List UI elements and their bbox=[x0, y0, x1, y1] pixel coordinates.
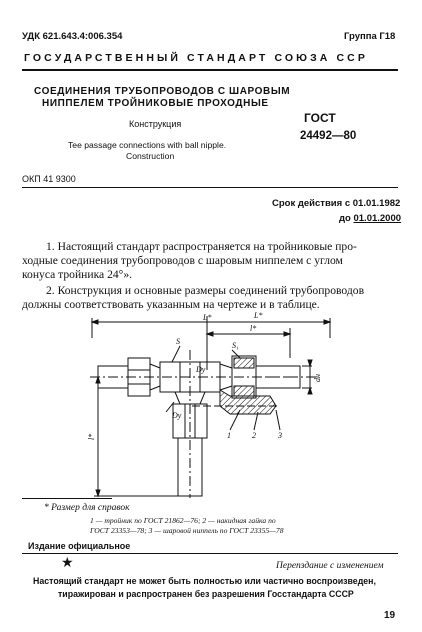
label-Dy-bottom: Dy bbox=[172, 411, 182, 420]
dim-label-l-right: l* bbox=[250, 324, 257, 333]
legend-line-1: 1 — тройник по ГОСТ 21862—76; 2 — накидная гайка по bbox=[90, 516, 276, 525]
validity-to-date: 01.01.2000 bbox=[353, 213, 402, 224]
validity-from-date: 01.01.1982 bbox=[352, 198, 401, 209]
udc-code: УДК 621.643.4:006.354 bbox=[22, 31, 123, 42]
title-ru-line2: НИППЕЛЕМ ТРОЙНИКОВЫЕ ПРОХОДНЫЕ bbox=[42, 98, 269, 109]
paragraph-1-line: ходные соединения трубопроводов с шаровым ниппелем с углом bbox=[22, 254, 343, 267]
title-en-line1: Tee passage connections with ball nipple. bbox=[68, 140, 227, 150]
okp-code: ОКП 41 9300 bbox=[22, 174, 76, 184]
footnote-rule bbox=[22, 498, 112, 499]
reprint-note: Перепздание с изменением bbox=[276, 561, 384, 571]
title-en-line2: Construction bbox=[126, 151, 175, 161]
validity-from-label: Срок действия с bbox=[272, 198, 351, 209]
label-dn: dн bbox=[313, 374, 322, 382]
state-standard-heading: ГОСУДАРСТВЕННЫЙ СТАНДАРТ СОЮЗА ССР bbox=[24, 52, 368, 64]
paragraph-1 bbox=[22, 240, 398, 282]
label-Dy-top: Dy bbox=[196, 365, 206, 374]
footer-rule bbox=[22, 553, 398, 554]
tee-connection-drawing bbox=[80, 310, 350, 500]
callout-3: 3 bbox=[278, 431, 282, 440]
dim-label-l-left: l* bbox=[87, 433, 96, 440]
validity-to-label: до bbox=[339, 213, 351, 224]
paragraph-2-line: 2. Конструкция и основные размеры соединений трубопроводов bbox=[46, 284, 365, 297]
okp-rule bbox=[22, 187, 398, 188]
title-subtitle: Конструкция bbox=[129, 119, 182, 129]
validity-to bbox=[339, 213, 401, 224]
gost-number: 24492—80 bbox=[300, 130, 357, 142]
official-edition: Издание официальное bbox=[28, 541, 131, 551]
star-icon: ★ bbox=[61, 556, 74, 571]
title-ru-line1: СОЕДИНЕНИЯ ТРУБОПРОВОДОВ С ШАРОВЫМ bbox=[34, 86, 291, 97]
paragraph-2 bbox=[22, 284, 398, 312]
rights-line-1: Настоящий стандарт не может быть полностью или частично воспроизведен, bbox=[33, 576, 376, 586]
paragraph-2-line: должны соответствовать указанным на чертеже и в таблице. bbox=[22, 298, 320, 311]
gost-label: ГОСТ bbox=[304, 111, 336, 125]
group-code: Группа Г18 bbox=[344, 31, 396, 42]
header-rule bbox=[22, 69, 398, 71]
callout-2: 2 bbox=[252, 431, 256, 440]
legend-line-2: ГОСТ 23353—78; 3 — шаровой ниппель по ГОСТ 23355—78 bbox=[90, 526, 284, 535]
label-S1: S₁ bbox=[232, 341, 239, 350]
paragraph-1-line: 1. Настоящий стандарт распространяется на тройниковые про- bbox=[46, 240, 357, 253]
page-number: 19 bbox=[384, 610, 396, 621]
dim-label-L: L* bbox=[203, 313, 212, 322]
label-S: S bbox=[176, 337, 180, 346]
rights-line-2: тиражирован и распространен без разрешения Госстандарта СССР bbox=[58, 589, 354, 599]
callout-1: 1 bbox=[227, 431, 231, 440]
paragraph-1-line: конуса тройника 24°». bbox=[22, 268, 133, 281]
validity-from bbox=[272, 198, 400, 209]
dim-label-L-right: L* bbox=[254, 311, 263, 320]
footnote-reference-dimension: * Размер для справок bbox=[44, 503, 130, 513]
